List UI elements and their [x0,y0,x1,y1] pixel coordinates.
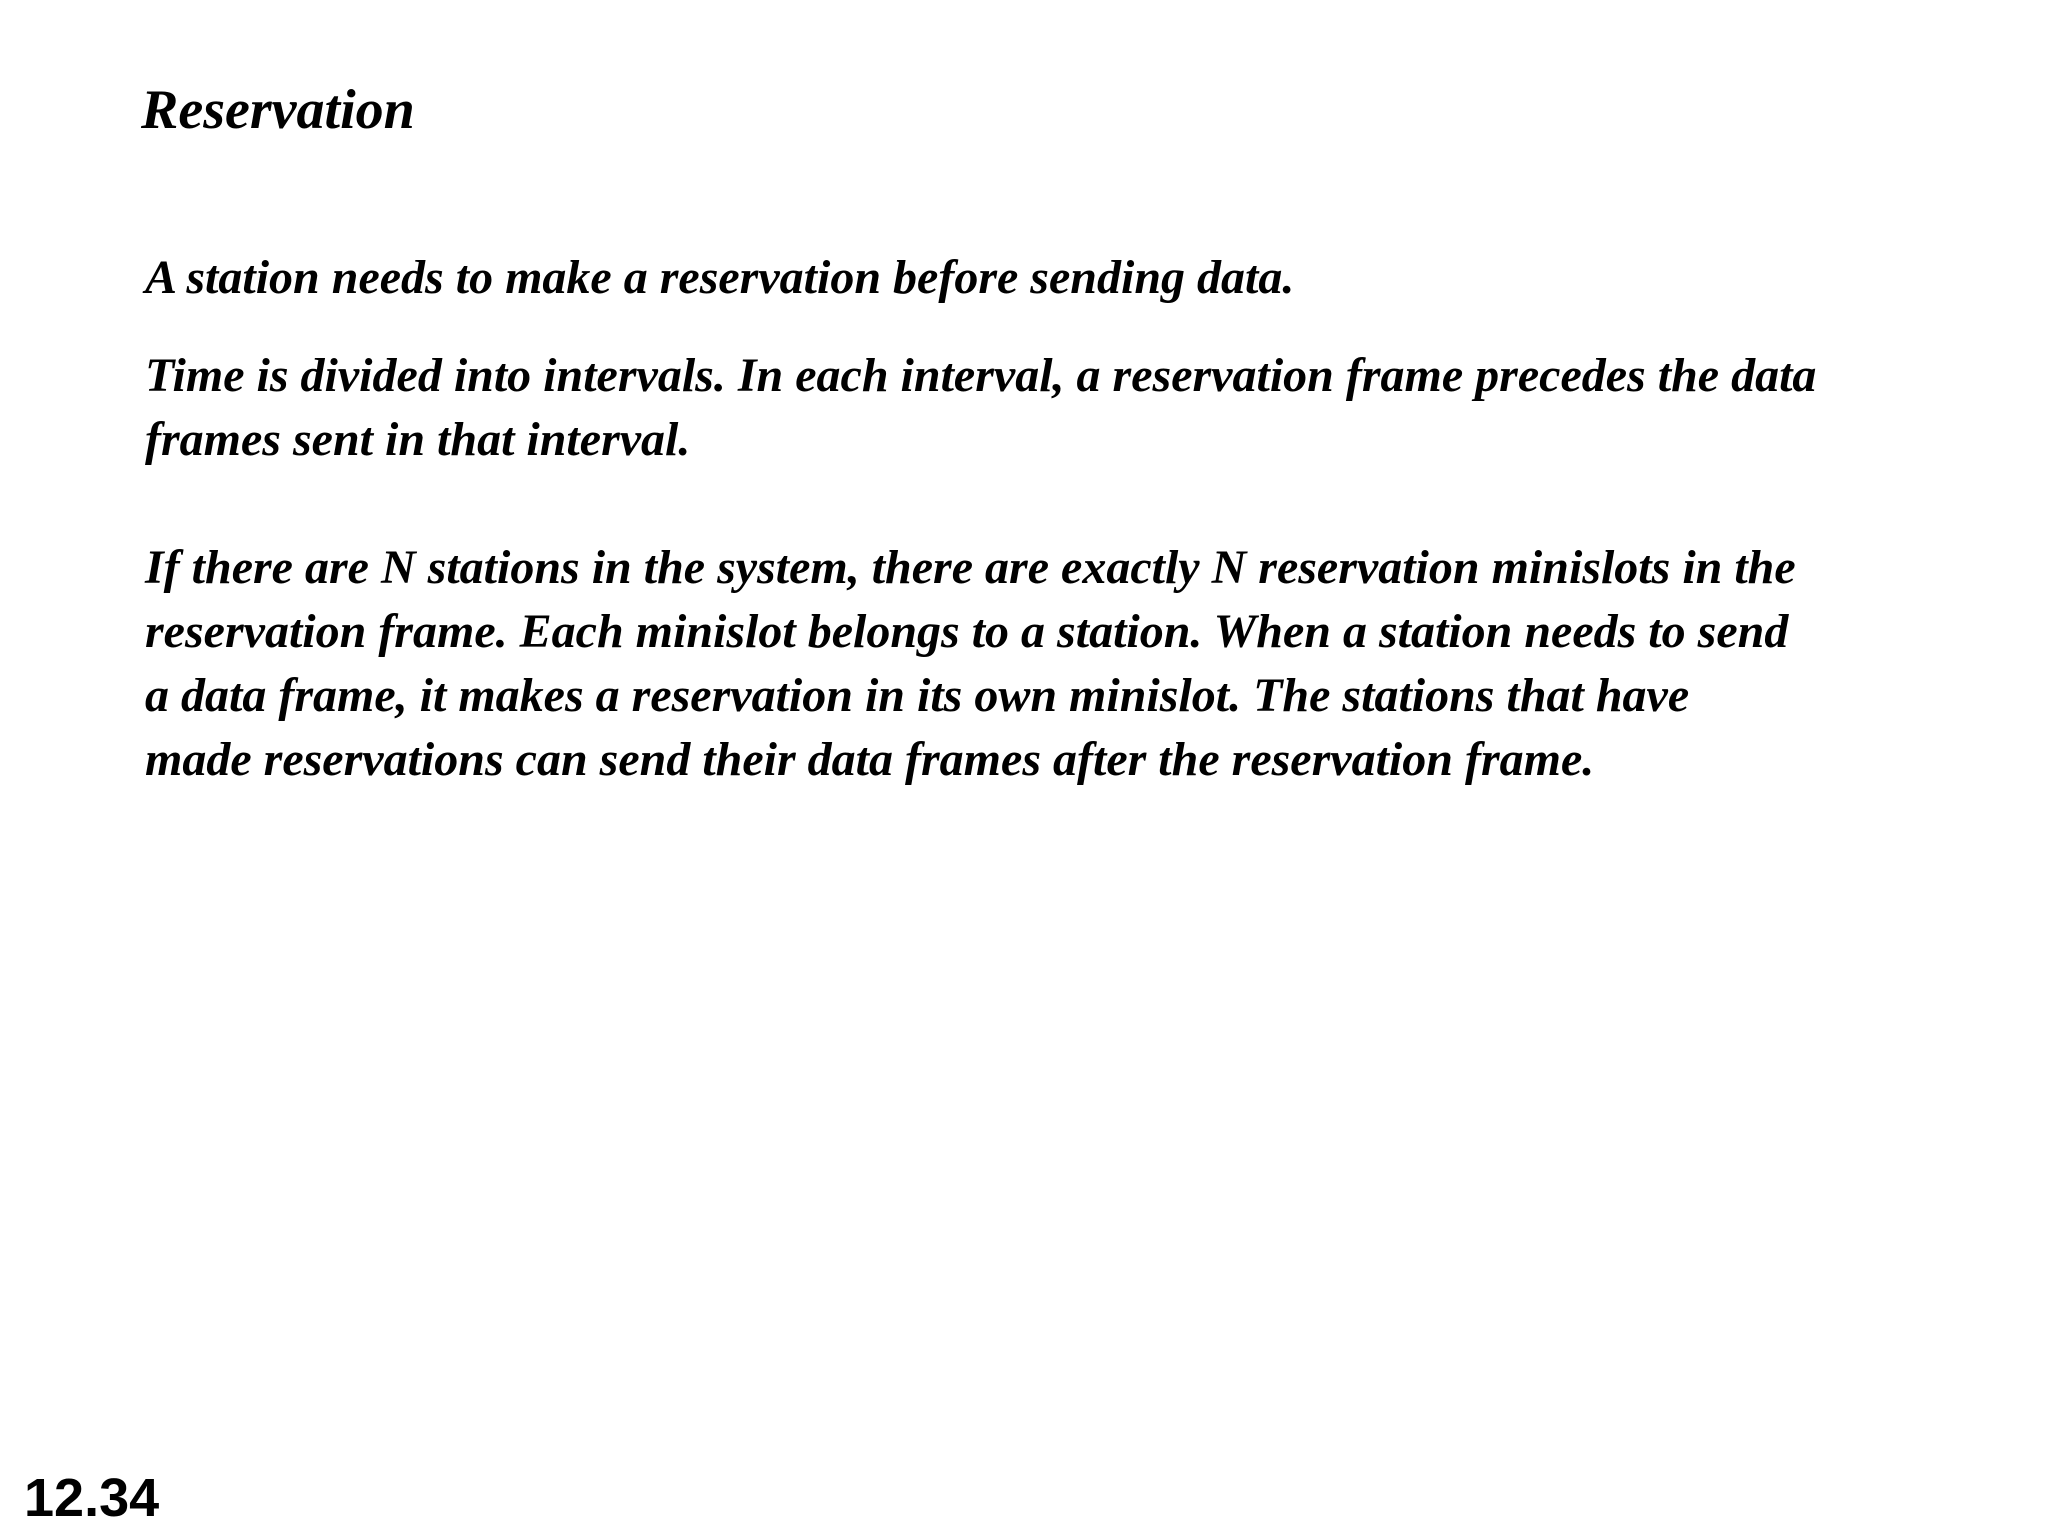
paragraph-line: made reservations can send their data frames after the reservation frame. [145,733,1595,786]
paragraph-line: If there are N stations in the system, there are exactly N reservation minislots in the [145,541,1796,594]
page-number: 12.34 [24,1468,160,1528]
paragraph-line: Time is divided into intervals. In each interval, a reservation frame precedes the data [145,349,1817,402]
paragraph-line: frames sent in that interval. [145,413,691,466]
paragraph-line: reservation frame. Each minislot belongs to a station. When a station needs to send [145,605,1789,658]
paragraph-minislots [145,536,2025,792]
paragraph-reservation-required [145,246,2025,310]
paragraph-line: A station needs to make a reservation before sending data. [145,251,1295,304]
slide-title: Reservation [141,79,415,141]
paragraph-time-intervals [145,344,2025,472]
paragraph-line: a data frame, it makes a reservation in its own minislot. The stations that have [145,669,1690,722]
